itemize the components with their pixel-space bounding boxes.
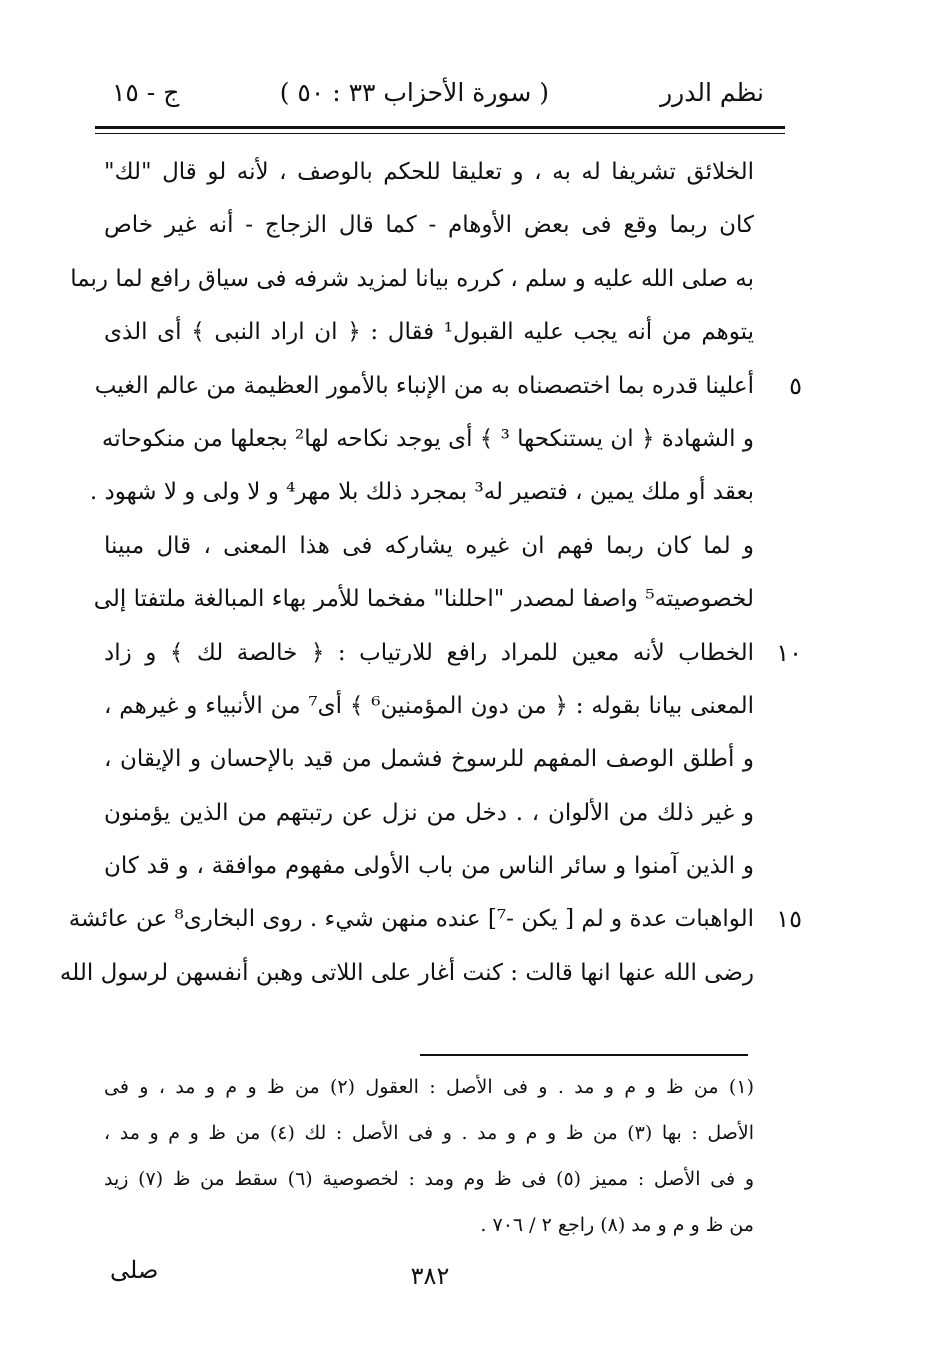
text-line: ١٠ الخطاب لأنه معين للمراد رافع للارتياب : ﴿ خالصة لك ﴾ و زاد xyxy=(104,627,754,680)
footnote-line: من ظ و م و مد (٨) راجع ٢ / ٧٠٦ . xyxy=(480,1214,754,1236)
footnotes xyxy=(104,1064,754,1248)
text-line: رضى الله عنها انها قالت : كنت أغار على اللاتى وهبن أنفسهن لرسول الله xyxy=(59,959,754,986)
footnote-line: و فى الأصل : مميز (٥) فى ظ وم ومد : لخصوصية (٦) سقط من ظ (٧) زيد xyxy=(104,1168,754,1190)
text-line: به صلى الله عليه و سلم ، كرره بيانا لمزيد شرفه فى سياق رافع لما ربما xyxy=(70,265,754,292)
line-number: ١٥ xyxy=(776,905,802,934)
footnote-line: الأصل : بها (٣) من ظ و م و مد . و فى الأصل : لك (٤) من ظ و م و مد ، xyxy=(104,1122,754,1144)
line-number: ١٠ xyxy=(776,638,802,667)
text-line: بعقد أو ملك يمين ، فتصير له³ بمجرد ذلك بلا مهر⁴ و لا ولى و لا شهود . xyxy=(89,479,754,506)
main-text xyxy=(59,146,802,1000)
text-line: ١٥ الواهبات عدة و لم [ يكن -⁷] عنده منهن شيء . روى البخارى⁸ عن عائشة xyxy=(104,893,754,946)
volume-number: ج - ١٥ xyxy=(112,78,180,107)
text-line: الخلائق تشريفا له به ، و تعليقا للحكم بالوصف ، لأنه لو قال "لك" xyxy=(104,159,754,185)
catchword: صلى xyxy=(110,1256,159,1284)
surah-reference: ( سورة الأحزاب ٣٣ : ٥٠ ) xyxy=(279,78,549,107)
page-number: ٣٨٢ xyxy=(410,1262,450,1290)
text-line: يتوهم من أنه يجب عليه القبول¹ فقال : ﴿ ان اراد النبى ﴾ أى الذى xyxy=(104,319,754,346)
text-line: ٥ أعلينا قدره بما اختصصناه به من الإنباء بالأمور العظيمة من عالم الغيب xyxy=(104,360,754,413)
text-line: و لما كان ربما فهم ان غيره يشاركه فى هذا المعنى ، قال مبينا xyxy=(104,532,754,559)
footnote-line: (١) من ظ و م و مد . و فى الأصل : العقول (٢) من ظ و م و مد ، و فى xyxy=(104,1076,754,1098)
book-title: نظم الدرر xyxy=(660,78,764,107)
header-rule-thick xyxy=(95,126,785,129)
text-line: و أطلق الوصف المفهم للرسوخ فشمل من قيد بالإحسان و الإيقان ، xyxy=(104,746,754,773)
line-number: ٥ xyxy=(789,371,802,400)
text-line: كان ربما وقع فى بعض الأوهام - كما قال الزجاج - أنه غير خاص xyxy=(104,212,754,239)
text-line: و غير ذلك من الألوان ، . دخل من نزل عن رتبتهم من الذين يؤمنون xyxy=(104,799,754,826)
text-line: المعنى بيانا بقوله : ﴿ من دون المؤمنين⁶ ﴾ أى⁷ من الأنبياء و غيرهم ، xyxy=(104,692,755,719)
running-header xyxy=(100,78,764,118)
header-rule-thin xyxy=(95,133,785,134)
footnote-rule xyxy=(420,1054,748,1056)
text-line: و الشهادة ﴿ ان يستنكحها ³ ﴾ أى يوجد نكاحه لها² بجعلها من منكوحاته xyxy=(101,425,754,452)
text-line: لخصوصيته⁵ واصفا لمصدر "احللنا" مفخما للأمر بهاء المبالغة ملتفتا إلى xyxy=(93,586,754,613)
text-line: و الذين آمنوا و سائر الناس من باب الأولى مفهوم موافقة ، و قد كان xyxy=(104,853,754,880)
